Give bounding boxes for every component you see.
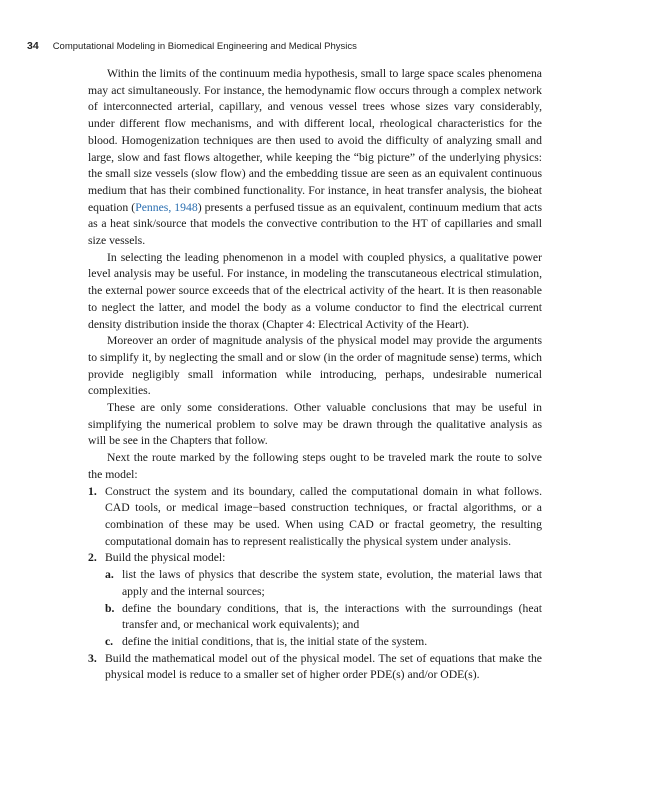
running-title: Computational Modeling in Biomedical Engineering and Medical Physics (52, 41, 357, 52)
substep-letter: c. (105, 634, 114, 648)
substep-text: list the laws of physics that describe the system state, evolution, the material laws that apply and the internal sources; (122, 568, 542, 598)
substep-text: define the boundary conditions, that is, the interactions with the surroundings (heat transfer and, or mechanical work equivalents); and (122, 601, 542, 632)
page-number: 34 (27, 40, 39, 52)
step-text: Construct the system and its boundary, called the computational domain in what follows. CAD tools, or medical image−based construction techniques, or fractal algorithms, or a combination of these may be used. When using CAD or fractal geometry, the resulting computational domain has to represent realistically the physical system under analysis. (105, 484, 542, 548)
substeps-list (88, 567, 542, 651)
substep-item (88, 634, 542, 651)
substep-item (88, 567, 542, 600)
paragraph-considerations: These are only some considerations. Other valuable conclusions that may be useful in simplifying the numerical problem to solve may be drawn through the qualitative analysis as will be see in the Chapters that follow. (88, 401, 542, 448)
step-text: Build the mathematical model out of the physical model. The set of equations that make the physical model is reduce to a smaller set of higher order PDE(s) and/or ODE(s). (105, 651, 542, 682)
step-item (88, 550, 542, 567)
steps-list-continued (88, 651, 542, 684)
step-number: 2. (88, 551, 97, 565)
steps-list (88, 484, 542, 568)
body-text (88, 66, 542, 684)
substep-text: define the initial conditions, that is, the initial state of the system. (122, 634, 428, 648)
step-number: 3. (88, 651, 97, 665)
step-item (88, 651, 542, 684)
paragraph-leading-phenomenon: In selecting the leading phenomenon in a model with coupled physics, a qualitative power level analysis may be useful. For instance, in modeling the transcutaneous electrical stimulation, the external power source exceeds that of the electrical activity of the heart. It is then reasonable to neglect the latter, and model the body as a volume conductor to find the electrical current density distribution inside the thorax (Chapter 4: Electrical Activity of the Heart). (88, 250, 542, 331)
paragraph-text: Within the limits of the continuum media hypothesis, small to large space scales phenomena may act simultaneously. For instance, the hemodynamic flow occurs through a complex network of interconnected arterial, capillary, and venous vessel trees whose sizes vary considerably, under different flow mechanisms, and with different local, rheological characteristics for the blood. Homogenization techniques are then used to avoid the difficulty of analyzing small and large, slow and fast flows altogether, while keeping the “big picture” of the underlying physics: the small size vessels (slow flow) and the embedding tissue are seen as an equivalent continuous medium that has their combined functionality. For instance, in heat transfer analysis, the bioheat equation ( (88, 67, 542, 214)
step-number: 1. (88, 484, 97, 498)
paragraph-continuum-scales (88, 66, 542, 250)
substep-letter: a. (105, 568, 114, 582)
running-header (27, 40, 357, 52)
substep-item (88, 601, 542, 634)
paragraph-text: ) presents a perfused tissue as an equivalent, continuum medium that acts as a heat sink/source that models the convective contribution to the HT of capillaries and small size vessels. (88, 200, 542, 248)
paragraph-order-of-magnitude: Moreover an order of magnitude analysis of the physical model may provide the arguments to simplify it, by neglecting the small and or slow (in the order of magnitude sense) terms, which provide negligibly small information while introducing, perhaps, undesirable numerical complexities. (88, 334, 542, 398)
substep-letter: b. (105, 601, 115, 615)
citation-link[interactable]: Pennes, 1948 (135, 200, 198, 214)
paragraph-route-intro: Next the route marked by the following steps ought to be traveled mark the route to solve the model: (88, 451, 542, 481)
step-text: Build the physical model: (105, 551, 226, 565)
step-item (88, 484, 542, 551)
